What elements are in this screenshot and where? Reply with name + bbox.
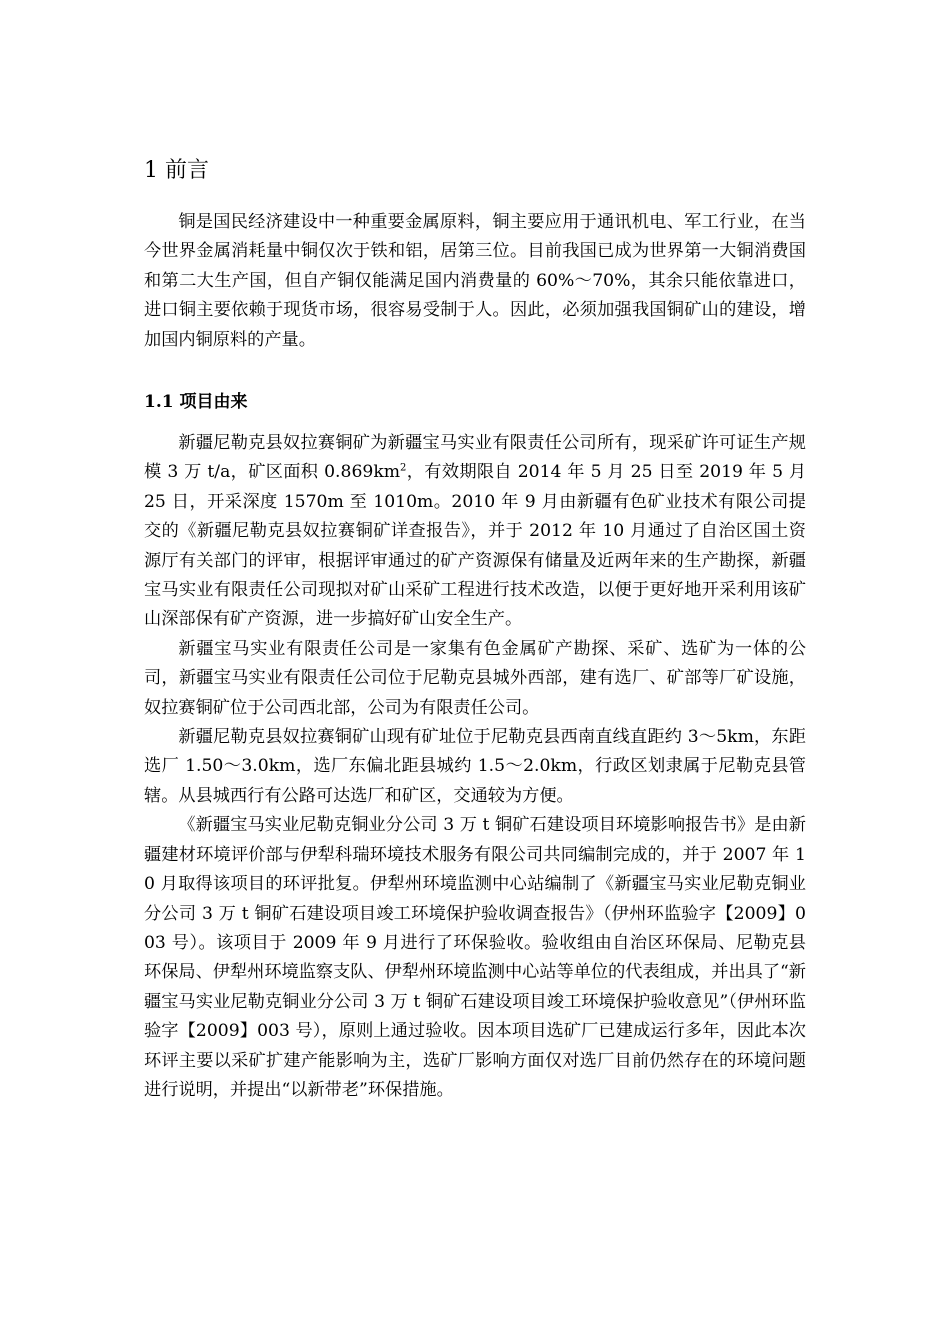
intro-block	[144, 208, 806, 355]
chapter-title: 1 前言	[144, 158, 209, 183]
paragraph-project-background	[144, 429, 806, 635]
intro-paragraph: 铜是国民经济建设中一种重要金属原料，铜主要应用于通讯机电、军工行业，在当今世界金属消耗量中铜仅次于铁和铝，居第三位。目前我国已成为世界第一大铜消费国和第二大生产国，但自产铜仅能满足国内消费量的 60%～70%，其余只能依靠进口，进口铜主要依赖于现货市场，很容易受制于人。因此，必须加强我国铜矿山的建设，增加国内铜原料的产量。	[144, 212, 806, 350]
paragraph-text: 新疆尼勒克县奴拉赛铜矿为新疆宝马实业有限责任公司所有，现采矿许可证生产规模 3 万 t/a，矿区面积 0.869km	[144, 433, 806, 483]
paragraph-environmental-history: 《新疆宝马实业尼勒克铜业分公司 3 万 t 铜矿石建设项目环境影响报告书》是由新疆建材环境评价部与伊犁科瑞环境技术服务有限公司共同编制完成的，并于 2007 年 10 月取得该项目的环评批复。伊犁州环境监测中心站编制了《新疆宝马实业尼勒克铜业分公司 3 万 t 铜矿石建设项目竣工环境保护验收调查报告》（伊州环监验字【2009】003 号）。该项目于 2009 年 9 月进行了环保验收。验收组由自治区环保局、尼勒克县环保局、伊犁州环境监察支队、伊犁州环境监测中心站等单位的代表组成，并出具了“新疆宝马实业尼勒克铜业分公司 3 万 t 铜矿石建设项目竣工环境保护验收意见”（伊州环监验字【2009】003 号），原则上通过验收。因本项目选矿厂已建成运行多年，因此本次环评主要以采矿扩建产能影响为主，选矿厂影响方面仅对选厂目前仍然存在的环境问题进行说明，并提出“以新带老”环保措施。	[144, 815, 806, 1100]
paragraph-company-profile: 新疆宝马实业有限责任公司是一家集有色金属矿产勘探、采矿、选矿为一体的公司，新疆宝马实业有限责任公司位于尼勒克县城外西部，建有选厂、矿部等厂矿设施，奴拉赛铜矿位于公司西北部，公司为有限责任公司。	[144, 638, 806, 718]
superscript-unit: 2	[400, 462, 407, 474]
paragraph-text: ，有效期限自 2014 年 5 月 25 日至 2019 年 5 月 25 日，开采深度 1570m 至 1010m。2010 年 9 月由新疆有色矿业技术有限公司提交的《新疆尼勒克县奴拉赛铜矿详查报告》，并于 2012 年 10 月通过了自治区国土资源厅有关部门的评审，根据评审通过的矿产资源保有储量及近两年来的生产勘探，新疆宝马实业有限责任公司现拟对矿山采矿工程进行技术改造，以便于更好地开采利用该矿山深部保有矿产资源，进一步搞好矿山安全生产。	[144, 462, 807, 630]
section-body	[144, 429, 806, 1105]
paragraph-location: 新疆尼勒克县奴拉赛铜矿山现有矿址位于尼勒克县西南直线直距约 3～5km，东距选厂 1.50～3.0km，选厂东偏北距县城约 1.5～2.0km，行政区划隶属于尼勒克县管辖。从县城西行有公路可达选厂和矿区，交通较为方便。	[144, 727, 806, 806]
section-title: 1.1 项目由来	[144, 392, 248, 412]
